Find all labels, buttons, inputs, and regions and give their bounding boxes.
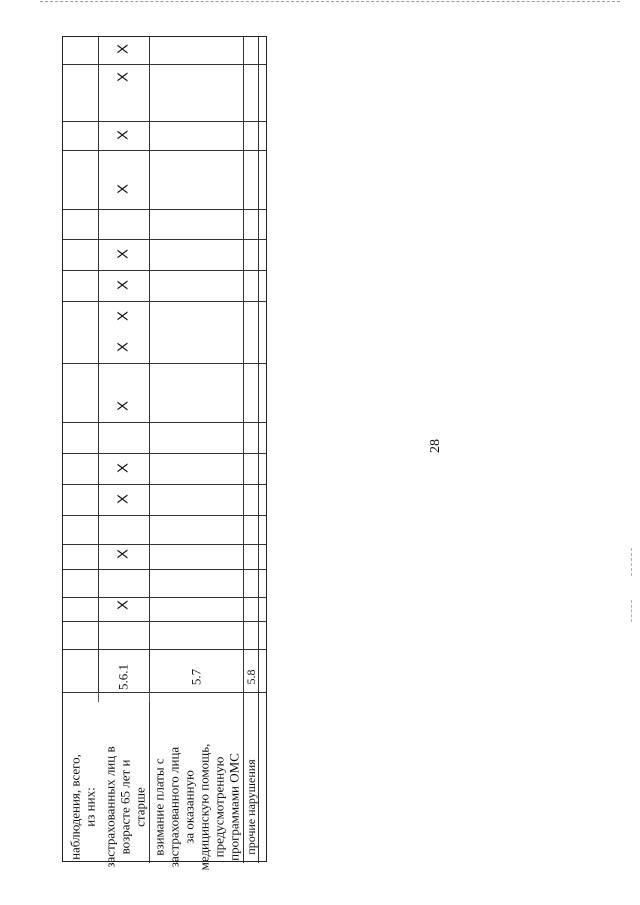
cross-mark: X bbox=[114, 462, 132, 474]
row-label-65plus-line3: старше bbox=[132, 787, 148, 827]
cross-mark: X bbox=[114, 548, 132, 560]
row-label-65plus-line1: застрахованных лиц в bbox=[102, 746, 118, 868]
page-number: 28 bbox=[428, 439, 443, 453]
row-label-65plus-line2: возрасте 65 лет и bbox=[117, 759, 133, 855]
row-label-fee-line5: предусмотренную bbox=[211, 756, 227, 858]
cross-mark: X bbox=[114, 279, 132, 291]
cross-mark: X bbox=[114, 599, 132, 611]
cross-mark: X bbox=[114, 341, 132, 353]
scan-artifact bbox=[631, 600, 632, 622]
row-code-5-6-1: 5.6.1 bbox=[115, 664, 131, 690]
cross-mark: X bbox=[114, 493, 132, 505]
scan-artifact bbox=[631, 548, 632, 576]
scan-edge-line bbox=[40, 1, 620, 2]
row-label-fee-line1: взимание платы с bbox=[151, 758, 167, 856]
row-label-observations-sub: из них: bbox=[82, 787, 98, 827]
row-label-fee-line4: медицинскую помощь, bbox=[196, 743, 212, 871]
cross-mark: X bbox=[114, 129, 132, 141]
cross-mark: X bbox=[114, 248, 132, 260]
row-label-observations: наблюдения, всего, bbox=[67, 754, 83, 860]
row-code-5-7: 5.7 bbox=[188, 668, 204, 686]
row-code-5-8: 5.8 bbox=[244, 669, 258, 685]
row-label-fee-line6: программами ОМС bbox=[226, 753, 242, 861]
cross-mark: X bbox=[114, 310, 132, 322]
cross-mark: X bbox=[114, 43, 132, 55]
rotated-table bbox=[62, 36, 267, 871]
cross-mark: X bbox=[114, 400, 132, 412]
row-label-fee-line2: застрахованного лица bbox=[166, 746, 182, 868]
cross-mark: X bbox=[114, 183, 132, 195]
cross-mark: X bbox=[114, 71, 132, 83]
row-label-other-violations: прочие нарушения bbox=[244, 759, 258, 855]
row-label-fee-line3: за оказанную bbox=[181, 770, 197, 844]
